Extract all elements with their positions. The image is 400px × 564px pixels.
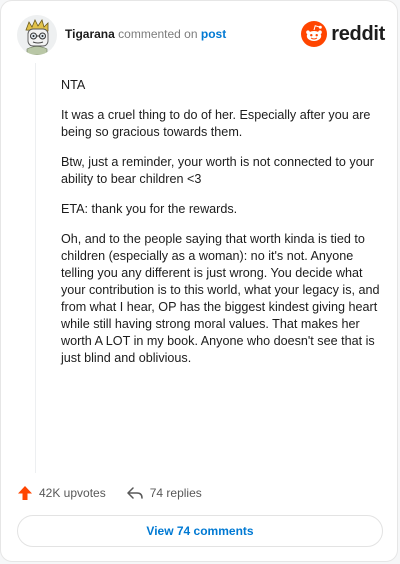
upvote-arrow-icon <box>17 485 33 501</box>
comment-paragraph: NTA <box>61 78 86 92</box>
username-link[interactable]: Tigarana <box>65 27 115 41</box>
comment-paragraph: It was a cruel thing to do of her. Especially after you are being so gracious towards them. <box>61 108 371 139</box>
brand-wordmark: reddit <box>331 22 385 45</box>
comment-body <box>61 77 385 380</box>
comment-actions <box>17 483 202 503</box>
comment-header <box>17 15 385 55</box>
thread-line <box>35 63 36 473</box>
avatar[interactable] <box>17 15 57 55</box>
upvote-button[interactable] <box>17 485 106 501</box>
reply-arrow-icon <box>126 485 144 501</box>
post-link[interactable]: post <box>200 27 227 41</box>
comment-meta <box>65 27 226 41</box>
reddit-snoo-icon <box>301 21 327 47</box>
comment-paragraph: Oh, and to the people saying that worth kinda is tied to children (especially as a woman): no it's not. Anyone telling you any different is just wrong. You decide what your contribution is to this world, what your legacy is, and from what I hear, OP has the biggest kindest giving heart while still having strong moral values. That makes her worth A LOT in my book. Anyone who doesn't see that is just blind and oblivious. <box>61 232 380 365</box>
reply-count: 74 replies <box>149 486 202 500</box>
reply-button[interactable] <box>126 485 202 501</box>
upvote-count: 42K upvotes <box>39 486 106 500</box>
reddit-logo[interactable] <box>301 21 385 47</box>
action-text: commented on <box>118 27 198 41</box>
comment-paragraph: ETA: thank you for the rewards. <box>61 202 238 216</box>
comment-paragraph: Btw, just a reminder, your worth is not connected to your ability to bear children <3 <box>61 155 374 186</box>
view-comments-button[interactable]: View 74 comments <box>17 515 383 547</box>
